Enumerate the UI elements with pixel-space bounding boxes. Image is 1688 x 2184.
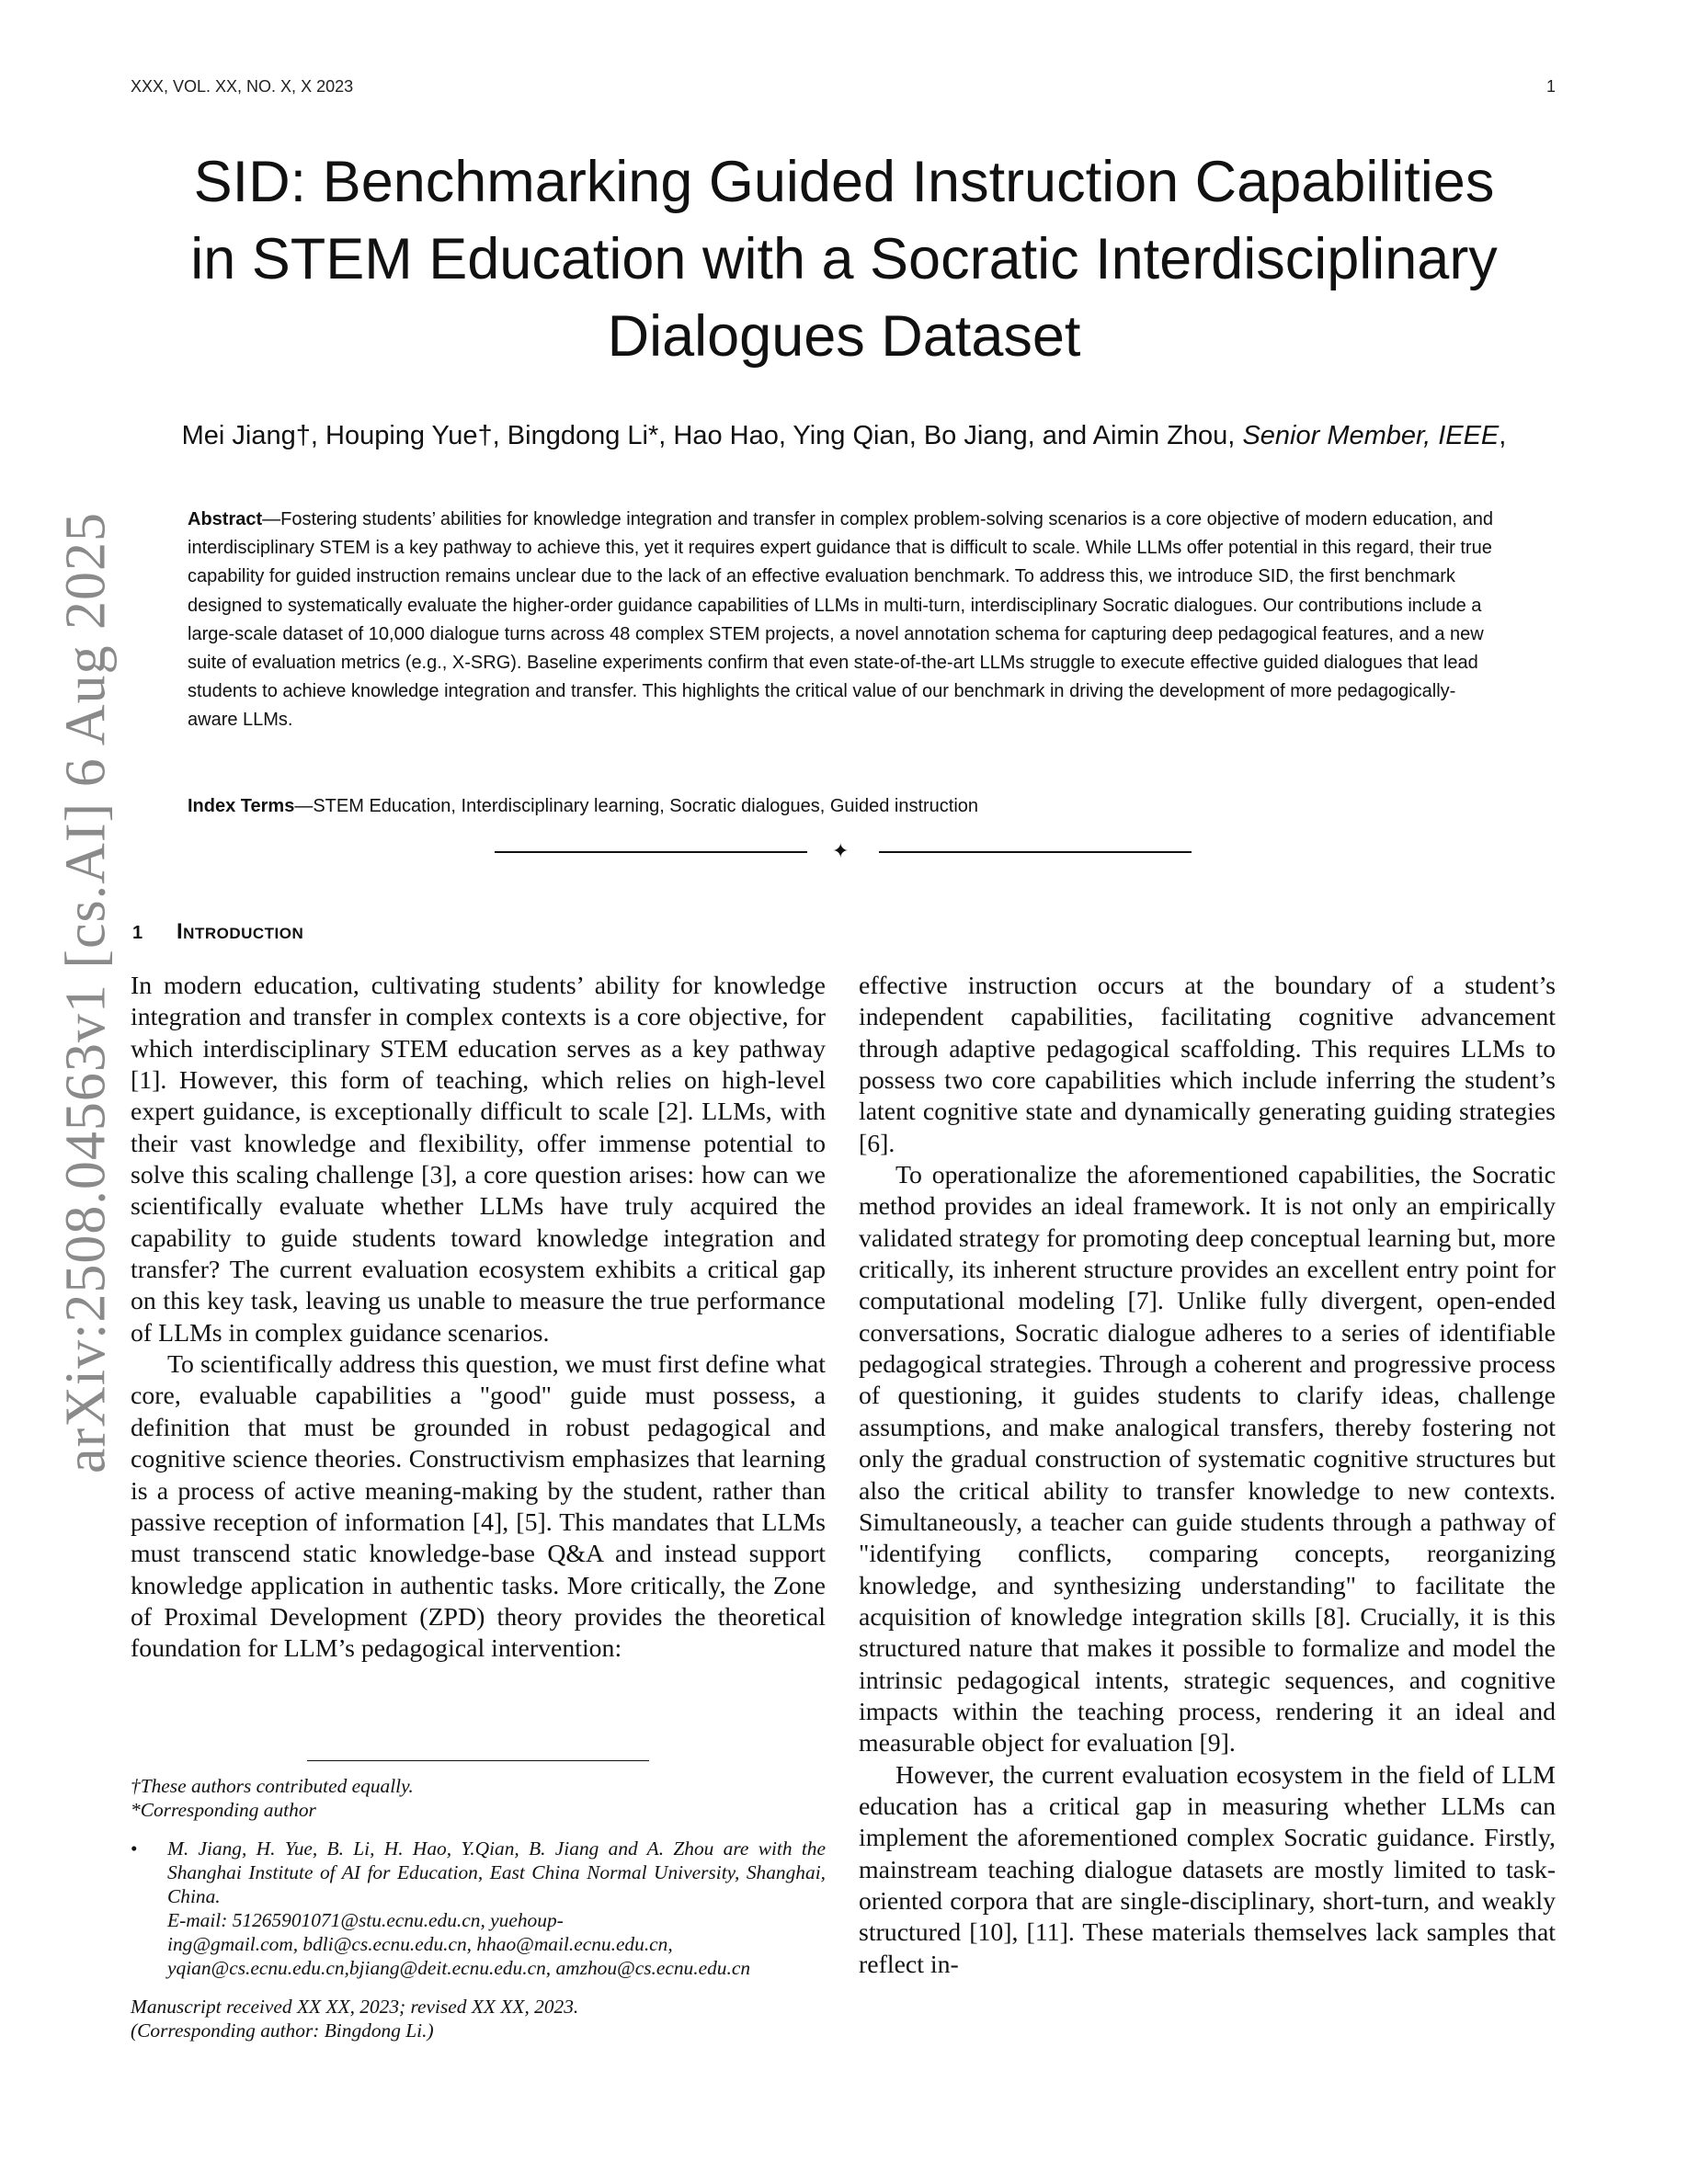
divider-rule-right bbox=[879, 851, 1192, 853]
divider-diamond-icon: ✦ bbox=[832, 840, 850, 863]
abstract bbox=[188, 506, 1499, 735]
right-column bbox=[859, 971, 1556, 1981]
body-paragraph: To scientifically address this question, we must first define what core, evaluable capabilities a "good" guide must possess, a definition that must be grounded in robust pedagogical and cognitive science theories. Constructivism emphasizes that learning is a process of active meaning-making by the student, rather than passive reception of information [4], [5]. This mandates that LLMs must transcend static knowledge-base Q&A and instead support knowledge application in authentic tasks. More critically, the Zone of Proximal Development (ZPD) theory provides the theoretical foundation for LLM’s pedagogical intervention: bbox=[131, 1350, 826, 1664]
title-line: in STEM Education with a Socratic Interdisciplinary bbox=[190, 227, 1498, 291]
section-divider bbox=[495, 842, 1192, 862]
section-title: Introduction bbox=[177, 919, 304, 944]
author-trailing: , bbox=[1499, 421, 1507, 450]
section-heading bbox=[132, 919, 303, 945]
footnote-equal-contribution: †These authors contributed equally. bbox=[131, 1775, 414, 1797]
footnotes bbox=[131, 1774, 826, 2042]
index-terms bbox=[188, 796, 1499, 817]
arxiv-stamp[interactable]: arXiv:2508.04563v1 [cs.AI] 6 Aug 2025 bbox=[54, 511, 118, 1474]
paper-title bbox=[129, 143, 1559, 375]
email-line: E-mail: 51265901071@stu.ecnu.edu.cn, yuehoup- bbox=[167, 1909, 564, 1931]
footnote-corresponding-author: (Corresponding author: Bingdong Li.) bbox=[131, 2019, 434, 2042]
bullet-icon: • bbox=[131, 1837, 138, 1860]
author-list bbox=[110, 421, 1578, 451]
footnote-rule bbox=[307, 1760, 649, 1761]
author-membership: Senior Member, IEEE bbox=[1242, 421, 1500, 450]
footnote-affiliation bbox=[131, 1837, 826, 1980]
abstract-text: —Fostering students’ abilities for knowledge integration and transfer in complex problem-solving scenarios is a core objective of modern education, and interdisciplinary STEM is a key pathway to achieve this, yet it requires expert guidance that is difficult to scale. While LLMs offer potential in this regard, their true capability for guided instruction remains unclear due to the lack of an effective evaluation benchmark. To address this, we introduce SID, the first benchmark designed to systematically evaluate the higher-order guidance capabilities of LLMs in multi-turn, interdisciplinary Socratic dialogues. Our contributions include a large-scale dataset of 10,000 dialogue turns across 48 complex STEM projects, a novel annotation schema for capturing deep pedagogical features, and a new suite of evaluation metrics (e.g., X-SRG). Baseline experiments confirm that even state-of-the-art LLMs struggle to execute effective guided dialogues that lead students to achieve knowledge integration and transfer. This highlights the critical value of our benchmark in driving the development of more pedagogically-aware LLMs. bbox=[188, 509, 1493, 731]
index-terms-text: —STEM Education, Interdisciplinary learning, Socratic dialogues, Guided instruction bbox=[294, 796, 979, 816]
running-head: XXX, VOL. XX, NO. X, X 2023 bbox=[131, 77, 354, 96]
email-line: ing@gmail.com, bdli@cs.ecnu.edu.cn, hhao@mail.ecnu.edu.cn, bbox=[167, 1933, 673, 1955]
index-terms-label: Index Terms bbox=[188, 796, 295, 816]
email-line: yqian@cs.ecnu.edu.cn,bjiang@deit.ecnu.edu.cn, amzhou@cs.ecnu.edu.cn bbox=[167, 1957, 751, 1979]
section-number: 1 bbox=[132, 923, 143, 943]
title-line: SID: Benchmarking Guided Instruction Capabilities bbox=[193, 150, 1495, 214]
affiliation-text: M. Jiang, H. Yue, B. Li, H. Hao, Y.Qian, B. Jiang and A. Zhou are with the Shanghai Institute of AI for Education, East China Normal University, Shanghai, China. bbox=[167, 1837, 826, 1907]
body-paragraph: effective instruction occurs at the boundary of a student’s independent capabilities, facilitating cognitive advancement through adaptive pedagogical scaffolding. This requires LLMs to possess two core capabilities which include inferring the student’s latent cognitive state and dynamically generating guiding strategies [6]. bbox=[859, 972, 1556, 1158]
footnote-manuscript: Manuscript received XX XX, 2023; revised XX XX, 2023. bbox=[131, 1996, 579, 2018]
footnote-corresponding: *Corresponding author bbox=[131, 1799, 316, 1821]
body-paragraph: To operationalize the aforementioned capabilities, the Socratic method provides an ideal framework. It is not only an empirically validated strategy for promoting deep conceptual learning but, more critically, its inherent structure provides an excellent entry point for computational modeling [7]. Unlike fully divergent, open-ended conversations, Socratic dialogue adheres to a series of identifiable pedagogical strategies. Through a coherent and progressive process of questioning, it guides students to clarify ideas, challenge assumptions, and make analogical transfers, thereby fostering not only the gradual construction of systematic cognitive structures but also the critical ability to transfer knowledge to new contexts. Simultaneously, a teacher can guide students through a pathway of "identifying conflicts, comparing concepts, reorganizing knowledge, and synthesizing understanding" to facilitate the acquisition of knowledge integration skills [8]. Crucially, it is this structured nature that makes it possible to formalize and model the intrinsic pedagogical intents, strategic sequences, and cognitive impacts within the teaching process, rendering it an ideal and measurable object for evaluation [9]. bbox=[859, 1161, 1556, 1758]
body-paragraph: However, the current evaluation ecosystem in the field of LLM education has a critical gap in measuring whether LLMs can implement the aforementioned complex Socratic guidance. Firstly, mainstream teaching dialogue datasets are mostly limited to task-oriented corpora that are single-disciplinary, short-turn, and weakly structured [10], [11]. These materials themselves lack samples that reflect in- bbox=[859, 1760, 1556, 1979]
page-number: 1 bbox=[1545, 77, 1556, 96]
divider-rule-left bbox=[495, 851, 807, 853]
title-line: Dialogues Dataset bbox=[607, 304, 1081, 369]
left-column bbox=[131, 971, 826, 1666]
abstract-label: Abstract bbox=[188, 509, 263, 529]
author-names: Mei Jiang†, Houping Yue†, Bingdong Li*, Hao Hao, Ying Qian, Bo Jiang, and Aimin Zhou, bbox=[181, 421, 1236, 450]
body-paragraph: In modern education, cultivating students’ ability for knowledge integration and transfer in complex contexts is a core objective, for which interdisciplinary STEM education serves as a key pathway [1]. However, this form of teaching, which relies on high-level expert guidance, is exceptionally difficult to scale [2]. LLMs, with their vast knowledge and flexibility, offer immense potential to solve this scaling challenge [3], a core question arises: how can we scientifically evaluate whether LLMs have truly acquired the capability to guide students toward knowledge integration and transfer? The current evaluation ecosystem exhibits a critical gap on this key task, leaving us unable to measure the true performance of LLMs in complex guidance scenarios. bbox=[131, 972, 826, 1348]
